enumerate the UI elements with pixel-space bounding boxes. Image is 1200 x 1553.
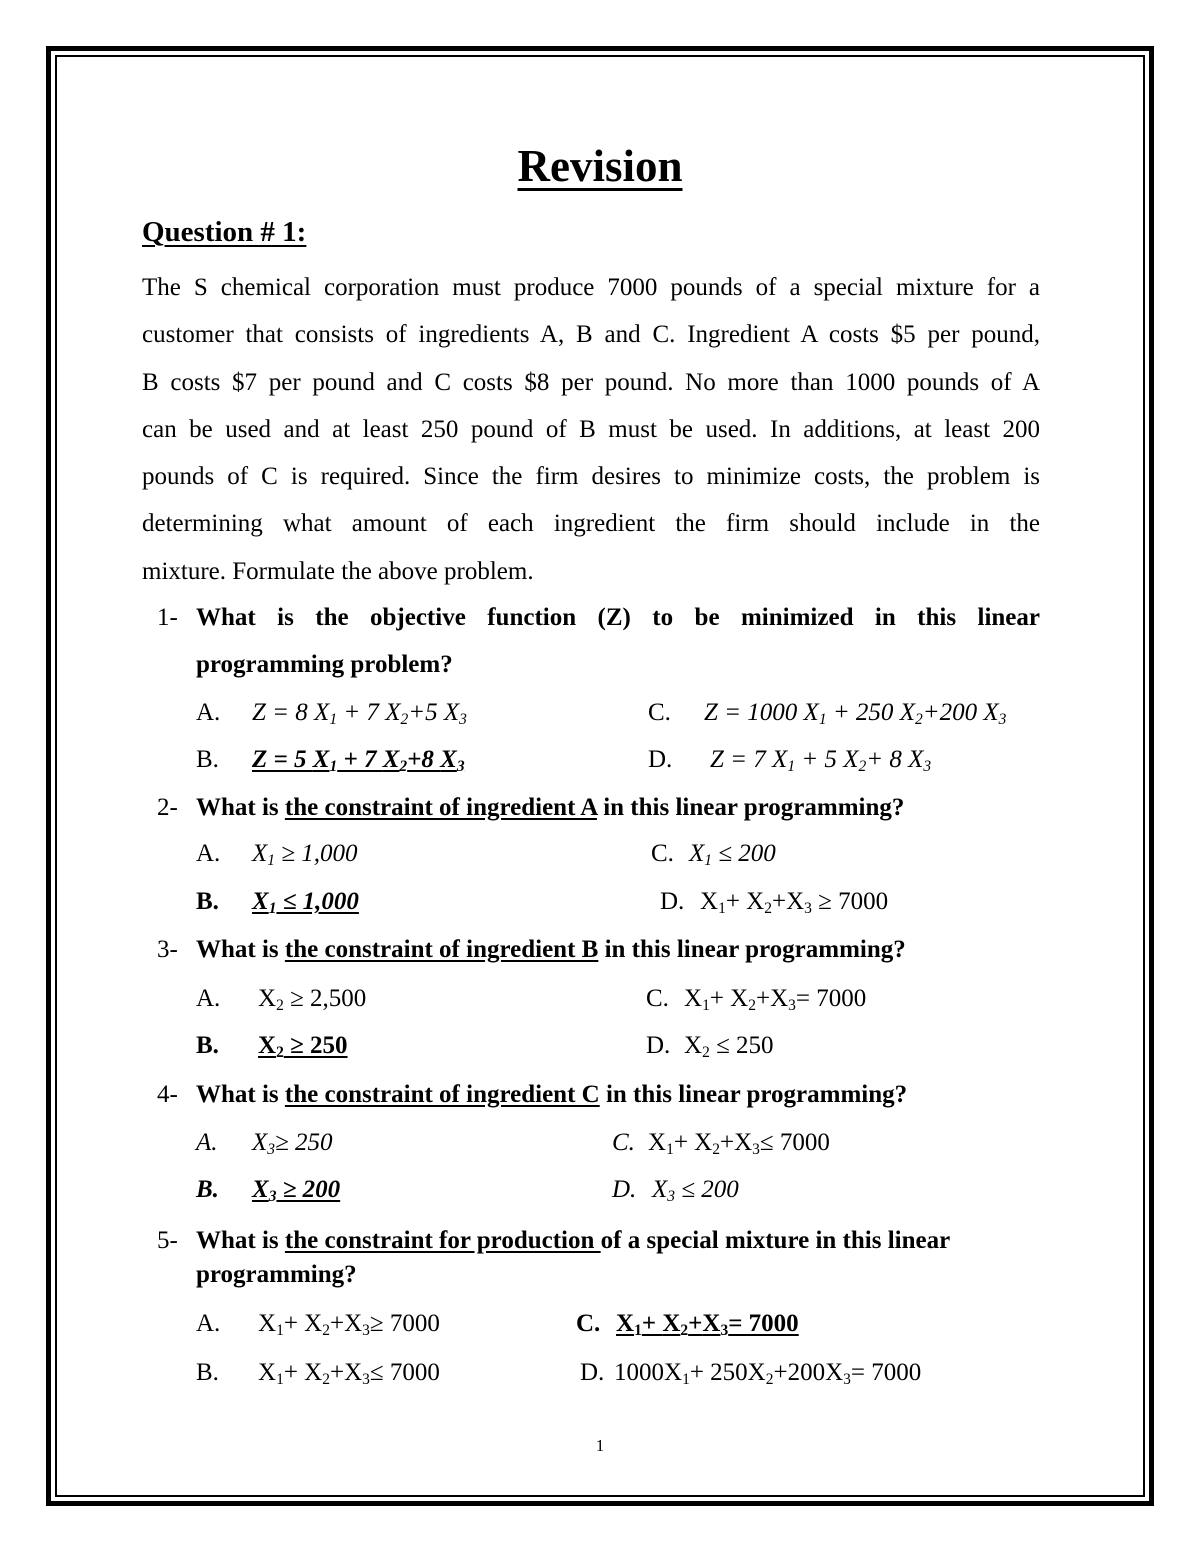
- q5-option-d[interactable]: D. $1000X_1+ 250X_2+200X_3= 7000$: [580, 1359, 922, 1388]
- question-heading: Question # 1:: [142, 216, 307, 248]
- paragraph-line: B costs $7 per pound and C costs $8 per pound. No more than 1000 pounds of A: [142, 368, 1040, 396]
- q4-option-a[interactable]: A. $X_3\ge 250$: [196, 1129, 333, 1158]
- q2-option-b-correct[interactable]: B. $X_1 \le 1,000$: [196, 888, 359, 917]
- q4-option-b-correct[interactable]: B. $X_3 \ge 200$: [196, 1176, 341, 1205]
- question-1-text: What is the objective function (Z) to be minimized in this linear: [196, 604, 1040, 631]
- question-2-number: 2-: [157, 794, 178, 821]
- problem-paragraph: [142, 264, 1040, 595]
- q3-option-a[interactable]: A. $X_2 \ge 2,500$: [196, 985, 367, 1014]
- question-1-text-line2: programming problem?: [196, 651, 453, 678]
- q4-option-c[interactable]: C. $X_1+ X_2+X_3\le 7000$: [612, 1129, 830, 1158]
- q1-option-b-correct[interactable]: B. Z = 5 $X_1 + 7$ $X_2+8$ $X_3$: [196, 746, 465, 775]
- question-5-text: What is the constraint for production of a special mixture in this linear: [196, 1227, 951, 1254]
- q2-option-d[interactable]: D. $X_1+ X_2+X_3 \ge 7000$: [660, 888, 889, 917]
- paragraph-line: determining what amount of each ingredient the firm should include in the: [142, 510, 1040, 538]
- question-3-number: 3-: [157, 936, 178, 963]
- paragraph-line: The S chemical corporation must produce 7000 pounds of a special mixture for a: [142, 274, 1040, 301]
- question-4-text: What is the constraint of ingredient C in this linear programming?: [196, 1081, 908, 1108]
- page-title: Revision: [517, 141, 683, 191]
- paragraph-line: can be used and at least 250 pound of B must be used. In additions, at least 200: [142, 415, 1040, 443]
- q5-option-b[interactable]: B. $X_1+ X_2+X_3\le 7000$: [196, 1359, 440, 1388]
- q1-option-d[interactable]: D. Z = 7 $X_1 + 5$ $X_2+ 8$ $X_3$: [648, 746, 932, 775]
- q3-option-d[interactable]: D. $X_2 \le 250$: [646, 1032, 774, 1061]
- q5-option-a[interactable]: A. $X_1+ X_2+X_3\ge 7000$: [196, 1310, 440, 1339]
- q2-option-c[interactable]: C. $X_1 \le 200$: [651, 840, 776, 869]
- page-number: 1: [595, 1436, 605, 1455]
- q1-option-a[interactable]: A. Z = 8 $X_1 + 7$ $X_2+5$ $X_3$: [196, 699, 467, 728]
- q2-option-a[interactable]: A. $X_1 \ge 1,000$: [196, 840, 358, 869]
- question-3-text: What is the constraint of ingredient B in this linear programming?: [196, 936, 906, 963]
- paragraph-line: customer that consists of ingredients A, B and C. Ingredient A costs $5 per pound,: [142, 321, 1040, 349]
- paragraph-line: mixture. Formulate the above problem.: [142, 557, 534, 585]
- q1-option-c[interactable]: C. Z = 1000 $X_1 + 250$ $X_2+200$ $X_3$: [648, 699, 1007, 728]
- question-5-text-line2: programming?: [196, 1261, 357, 1288]
- paragraph-line: pounds of C is required. Since the firm desires to minimize costs, the problem is: [142, 463, 1040, 491]
- q3-option-b-correct[interactable]: B. $X_2 \ge 250$: [196, 1032, 348, 1061]
- q3-option-c[interactable]: C. $X_1+ X_2+X_3= 7000$: [646, 985, 867, 1014]
- question-2-text: What is the constraint of ingredient A in this linear programming?: [196, 794, 905, 821]
- question-5-number: 5-: [157, 1227, 178, 1254]
- question-1-number: 1-: [157, 604, 178, 631]
- question-4-number: 4-: [157, 1081, 178, 1108]
- q4-option-d[interactable]: D. $X_3 \le 200$: [612, 1176, 739, 1205]
- q5-option-c-correct[interactable]: C. $X_1+ X_2+X_3= 7000$: [576, 1310, 799, 1339]
